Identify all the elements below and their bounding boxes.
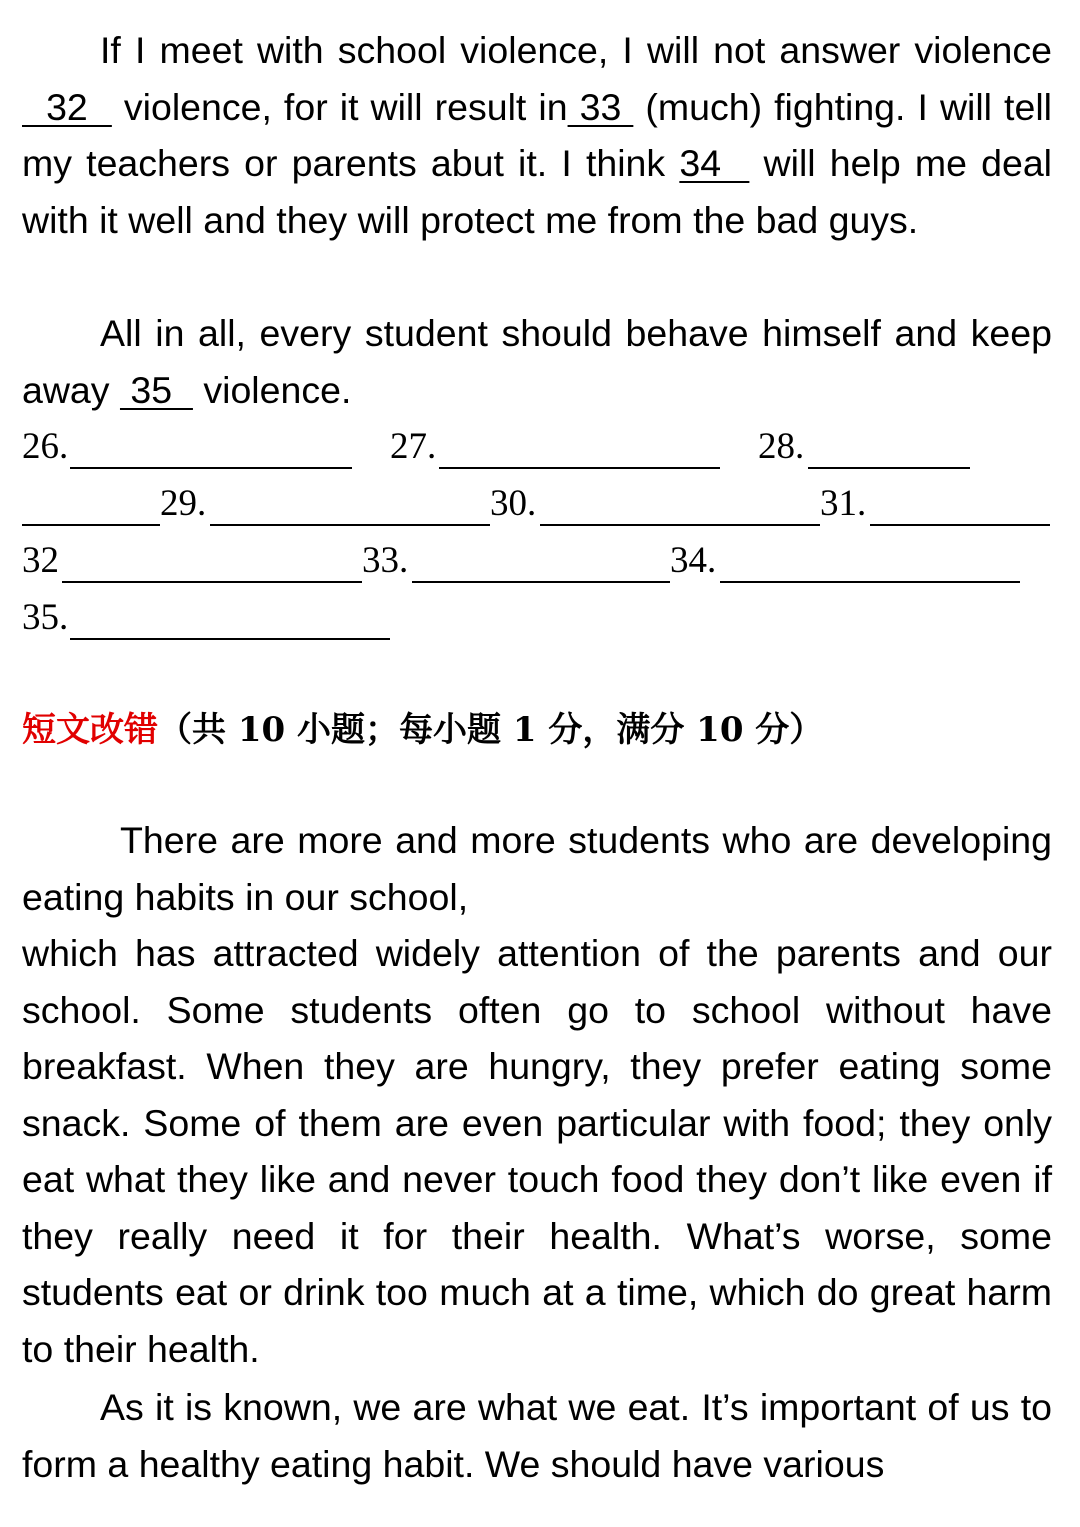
paragraph-violence-1 xyxy=(22,22,1052,248)
answer-label-29: 29. xyxy=(160,483,207,524)
answer-label-26: 26. xyxy=(22,426,69,467)
answer-line-33[interactable] xyxy=(412,581,670,583)
paragraph-eating-1-body: which has attracted widely attention of the parents and our school. Some students often go to school without have breakfast. When they are hungry, they prefer eating some snack. Some of them are even particular with food; they only eat what they like and never touch food they don’t like even if they really need it for their health. What’s worse, some students eat or drink too much at a time, which do great harm to their health. xyxy=(22,932,1052,1370)
blank-34: 34 xyxy=(679,142,750,184)
paragraph-eating-2: As it is known, we are what we eat. It’s important of us to form a healthy eating habit. We should have various xyxy=(22,1386,1052,1485)
answer-label-33: 33. xyxy=(362,540,409,581)
answer-label-35: 35. xyxy=(22,597,69,638)
answer-row-2 xyxy=(22,482,1062,538)
answer-row-4 xyxy=(22,596,1062,652)
answer-label-31: 31. xyxy=(820,483,867,524)
blank-33: 33 xyxy=(567,85,634,128)
paragraph-eating-1-line1: There are more and more students who are developing eating habits in our school, xyxy=(22,819,1052,918)
section-title xyxy=(22,702,823,758)
text-segment: All in all, every student should behave himself and keep away xyxy=(22,312,1052,411)
answer-label-28: 28. xyxy=(758,426,805,467)
text-segment: If I meet with school violence, I will not answer violence xyxy=(100,29,1052,71)
answer-line-30[interactable] xyxy=(540,524,820,526)
answer-line-32[interactable] xyxy=(62,581,362,583)
answer-line-31[interactable] xyxy=(870,524,1050,526)
paragraph-violence-2 xyxy=(22,305,1052,418)
text-segment: (much) fighting. I will tell my teachers or parents abut it. I think xyxy=(22,85,1052,184)
paragraph-eating-1 xyxy=(22,812,1052,1377)
answer-line-27[interactable] xyxy=(439,467,720,469)
answer-label-30: 30. xyxy=(490,483,537,524)
answer-row-3 xyxy=(22,539,1062,595)
section-title-red: 短文改错 xyxy=(22,710,158,750)
answer-label-32: 32 xyxy=(22,540,59,581)
answer-line-28-cont[interactable] xyxy=(22,524,160,526)
answer-row-1 xyxy=(22,425,1062,481)
blank-35: 35 xyxy=(119,368,193,411)
text-segment: violence, for it will result in xyxy=(111,85,568,128)
answer-line-28[interactable] xyxy=(808,467,970,469)
section-title-points: （共 10 小题；每小题 1 分，满分 10 分） xyxy=(158,710,824,750)
answer-line-34[interactable] xyxy=(720,581,1020,583)
answer-label-27: 27. xyxy=(390,426,437,467)
answer-line-29[interactable] xyxy=(210,524,490,526)
answer-line-26[interactable] xyxy=(70,467,352,469)
answer-line-35[interactable] xyxy=(70,638,390,640)
text-segment: will help me deal with it well and they will protect me from the bad guys. xyxy=(22,142,1053,241)
blank-32: 32 xyxy=(22,85,112,128)
text-segment: violence. xyxy=(192,368,352,411)
answer-label-34: 34. xyxy=(670,540,717,581)
